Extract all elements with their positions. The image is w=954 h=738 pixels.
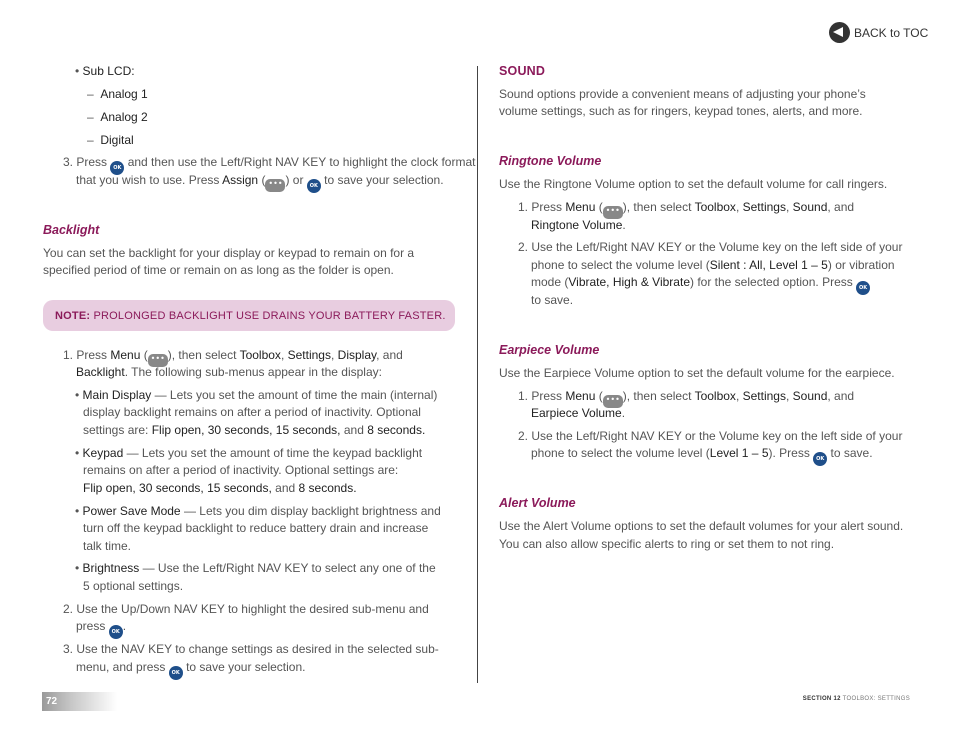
- brightness-line2: 5 optional settings.: [83, 579, 184, 593]
- page-number-box: [42, 692, 117, 711]
- ok-key-icon: OK: [307, 179, 321, 193]
- backlight-step3-line2: menu, and press OK to save your selection.: [76, 658, 305, 680]
- earpiece-step1-line1: 1. Press Menu ( ••• ), then select Toolbox, Settings, Sound, and: [518, 387, 854, 408]
- ringtone-step2-line3: mode (Vibrate, High & Vibrate) for the selected option. Press OK: [531, 273, 870, 295]
- main-display-line3: settings are: Flip open, 30 seconds, 15 seconds, and 8 seconds.: [83, 423, 426, 437]
- main-display-line1: • Main Display — Lets you set the amount of time the main (internal): [75, 388, 438, 402]
- keypad-line1: • Keypad — Lets you set the amount of time the keypad backlight: [75, 446, 423, 460]
- main-display-line2: display backlight remains on after a period of inactivity. Optional: [83, 405, 421, 419]
- backlight-step1-line2: Backlight. The following sub-menus appear in the display:: [76, 365, 382, 379]
- ringtone-step2-line4: to save.: [531, 293, 574, 307]
- keypad-line3: Flip open, 30 seconds, 15 seconds, and 8 seconds.: [83, 481, 357, 495]
- analog1-item: – Analog 1: [87, 87, 148, 101]
- earpiece-volume-paragraph: Use the Earpiece Volume option to set the default volume for the earpiece.: [499, 366, 895, 380]
- column-divider: [477, 66, 478, 683]
- ok-key-icon: OK: [169, 666, 183, 680]
- ok-key-icon: OK: [110, 161, 124, 175]
- ok-key-icon: OK: [813, 452, 827, 466]
- back-to-toc-link[interactable]: [829, 22, 928, 43]
- backlight-paragraph-line2: specified period of time or remain on as long as the folder is open.: [43, 263, 394, 277]
- power-save-line3: talk time.: [83, 539, 132, 553]
- backlight-heading: Backlight: [43, 223, 100, 237]
- back-to-toc-label: BACK to TOC: [854, 25, 929, 40]
- sub-lcd-bullet: • Sub LCD:: [75, 64, 135, 78]
- menu-key-icon: •••: [603, 206, 623, 219]
- back-arrow-icon: [829, 22, 850, 43]
- ringtone-step2-line2: phone to select the volume level (Silent : All, Level 1 – 5) or vibration: [531, 258, 895, 272]
- ringtone-volume-heading: Ringtone Volume: [499, 154, 602, 168]
- ringtone-step2-line1: 2. Use the Left/Right NAV KEY or the Volume key on the left side of your: [518, 240, 903, 254]
- menu-key-icon: •••: [603, 395, 623, 408]
- alert-volume-paragraph-line2: You can also allow specific alerts to ring or set them to not ring.: [499, 537, 835, 551]
- sound-paragraph-line2: volume settings, such as for ringers, keypad tones, alerts, and more.: [499, 104, 863, 118]
- power-save-line1: • Power Save Mode — Lets you dim display backlight brightness and: [75, 504, 441, 518]
- earpiece-step1-line2: Earpiece Volume.: [531, 406, 626, 420]
- step3-clock-line1: 3. Press OK and then use the Left/Right NAV KEY to highlight the clock format: [63, 153, 475, 175]
- sound-heading: SOUND: [499, 64, 546, 78]
- backlight-paragraph-line1: You can set the backlight for your display or keypad to remain on for a: [43, 246, 415, 260]
- ringtone-volume-paragraph: Use the Ringtone Volume option to set the default volume for call ringers.: [499, 177, 888, 191]
- ok-key-icon: OK: [109, 625, 123, 639]
- step3-clock-line2: that you wish to use. Press Assign ( ••• ) or OK to save your selection.: [76, 171, 444, 193]
- keypad-line2: remains on after a period of inactivity. Optional settings are:: [83, 463, 399, 477]
- analog2-item: – Analog 2: [87, 110, 148, 124]
- backlight-step2-line1: 2. Use the Up/Down NAV KEY to highlight the desired sub-menu and: [63, 602, 429, 616]
- page-number: 72: [46, 696, 58, 707]
- note-box: [43, 300, 455, 331]
- brightness-line1: • Brightness — Use the Left/Right NAV KEY to select any one of the: [75, 561, 436, 575]
- alert-volume-paragraph-line1: Use the Alert Volume options to set the default volumes for your alert sound.: [499, 519, 904, 533]
- earpiece-step2-line2: phone to select the volume level (Level 1 – 5). Press OK to save.: [531, 444, 873, 466]
- earpiece-volume-heading: Earpiece Volume: [499, 343, 600, 357]
- ringtone-step1-line1: 1. Press Menu ( ••• ), then select Toolbox, Settings, Sound, and: [518, 198, 854, 219]
- ok-key-icon: OK: [856, 281, 870, 295]
- power-save-line2: turn off the keypad backlight to reduce battery drain and increase: [83, 521, 429, 535]
- backlight-step2-line2: press OK .: [76, 617, 126, 639]
- backlight-step3-line1: 3. Use the NAV KEY to change settings as desired in the selected sub-: [63, 642, 439, 656]
- sound-paragraph-line1: Sound options provide a convenient means of adjusting your phone’s: [499, 87, 866, 101]
- section-footer: SECTION 12 TOOLBOX: SETTINGS: [802, 696, 910, 702]
- alert-volume-heading: Alert Volume: [499, 496, 576, 510]
- note-text: NOTE: PROLONGED BACKLIGHT USE DRAINS YOUR BATTERY FASTER.: [55, 310, 446, 322]
- ringtone-step1-line2: Ringtone Volume.: [531, 218, 626, 232]
- earpiece-step2-line1: 2. Use the Left/Right NAV KEY or the Volume key on the left side of your: [518, 429, 903, 443]
- backlight-step1-line1: 1. Press Menu ( ••• ), then select Toolbox, Settings, Display, and: [63, 346, 403, 367]
- menu-key-icon: •••: [148, 354, 168, 367]
- menu-key-icon: •••: [265, 179, 285, 192]
- digital-item: – Digital: [87, 133, 134, 147]
